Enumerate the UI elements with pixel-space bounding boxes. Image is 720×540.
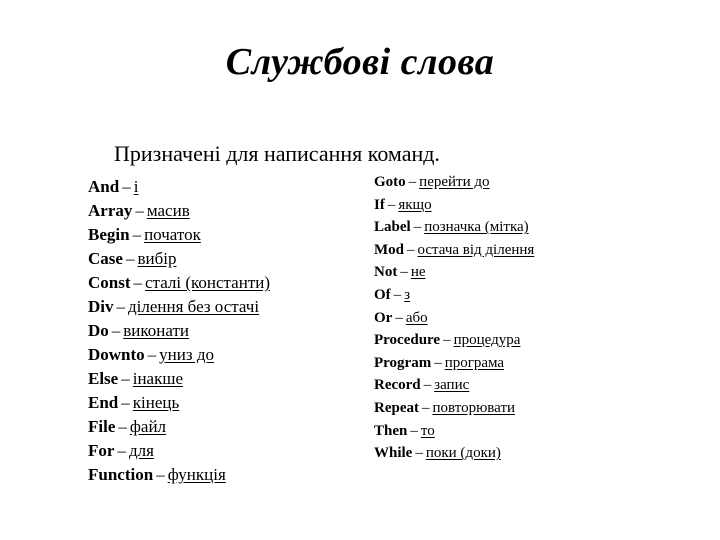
keyword-entry [374,420,534,443]
slide-title: Службові слова [225,41,495,83]
keyword-entry [88,439,270,463]
keyword-entry [374,261,534,284]
translation: файл [129,417,167,436]
keyword: Const [88,273,131,292]
keyword: Then [374,422,408,439]
separator: – [117,441,126,460]
separator: – [407,241,415,258]
keyword-entry [88,415,270,439]
keyword: Div [88,297,114,316]
separator: – [132,225,142,244]
keyword: End [88,393,119,412]
translation: процедура [453,332,521,349]
keyword-entry [88,367,270,391]
separator: – [387,196,396,213]
keyword: Array [88,201,133,220]
translation: повторювати [432,399,516,416]
keyword-entry [88,295,270,319]
keyword: If [374,196,385,213]
translation: позначка (мітка) [424,219,529,236]
separator: – [408,174,417,190]
separator: – [443,332,451,349]
separator: – [121,393,130,412]
keyword-entry [88,463,270,487]
keyword: Downto [88,345,145,364]
keyword-entry [88,271,270,295]
separator: – [118,417,127,436]
keyword: Or [374,309,393,326]
keyword-entry [374,216,534,239]
keyword-entry [374,442,534,465]
separator: – [415,445,423,462]
translation: програма [444,354,505,371]
translation: якщо [398,196,432,213]
translation: інакше [132,369,183,388]
translation: кінець [132,393,180,412]
translation: початок [144,225,201,244]
keyword-entry [374,307,534,330]
translation: не [410,264,426,281]
translation: ділення без остачі [128,297,260,316]
translation: то [420,422,435,439]
separator: – [147,345,157,364]
keyword-entry [374,329,534,352]
keyword: And [88,177,120,196]
keyword: Else [88,369,119,388]
keyword: Procedure [374,332,441,349]
keyword: Goto [374,174,406,190]
keyword: File [88,417,116,436]
keyword-entry [88,175,270,199]
keyword: Do [88,321,109,340]
separator: – [133,273,143,292]
translation: з [404,286,411,303]
keyword: Label [374,219,411,236]
keyword-entry [88,391,270,415]
translation: вибір [137,249,177,268]
separator: – [121,369,130,388]
keyword: Case [88,249,123,268]
keyword-entry [374,352,534,375]
keyword-entry [374,171,534,194]
separator: – [111,321,121,340]
keyword: Begin [88,225,130,244]
slide-subtitle: Призначені для написання команд. [114,141,440,166]
keyword: For [88,441,115,460]
translation: або [405,309,428,326]
keyword: While [374,445,413,462]
translation: функція [167,465,226,484]
translation: і [133,177,139,196]
translation: для [128,441,154,460]
separator: – [422,399,430,416]
separator: – [125,249,135,268]
translation: поки (доки) [425,445,501,462]
keyword: Repeat [374,399,419,416]
keyword: Not [374,264,398,281]
keyword-entry [88,247,270,271]
translation: виконати [123,321,190,340]
separator: – [122,177,131,196]
translation: масив [146,201,190,220]
keyword-entry [374,374,534,397]
keyword: Function [88,465,154,484]
separator: – [400,264,408,281]
keyword-entry [374,239,534,262]
keyword: Mod [374,241,404,258]
translation: сталі (константи) [145,273,271,292]
keyword-entry [374,284,534,307]
translation: униз до [159,345,214,364]
keyword-entry [374,194,534,217]
keyword: Program [374,354,432,371]
translation: остача від ділення [417,241,535,258]
separator: – [116,297,125,316]
separator: – [135,201,144,220]
separator: – [395,309,403,326]
separator: – [413,219,422,236]
keyword-entry [88,199,270,223]
keyword-entry [88,319,270,343]
keyword-entry [374,397,534,420]
separator: – [410,422,418,439]
separator: – [156,465,165,484]
keyword-list-right [374,171,534,465]
keyword: Of [374,286,391,303]
separator: – [393,286,402,303]
translation: перейти до [419,174,490,190]
keyword-entry [88,343,270,367]
separator: – [434,354,442,371]
keyword-entry [88,223,270,247]
translation: запис [434,377,470,394]
keyword-list-left [88,175,270,487]
keyword: Record [374,377,421,394]
separator: – [423,377,432,394]
